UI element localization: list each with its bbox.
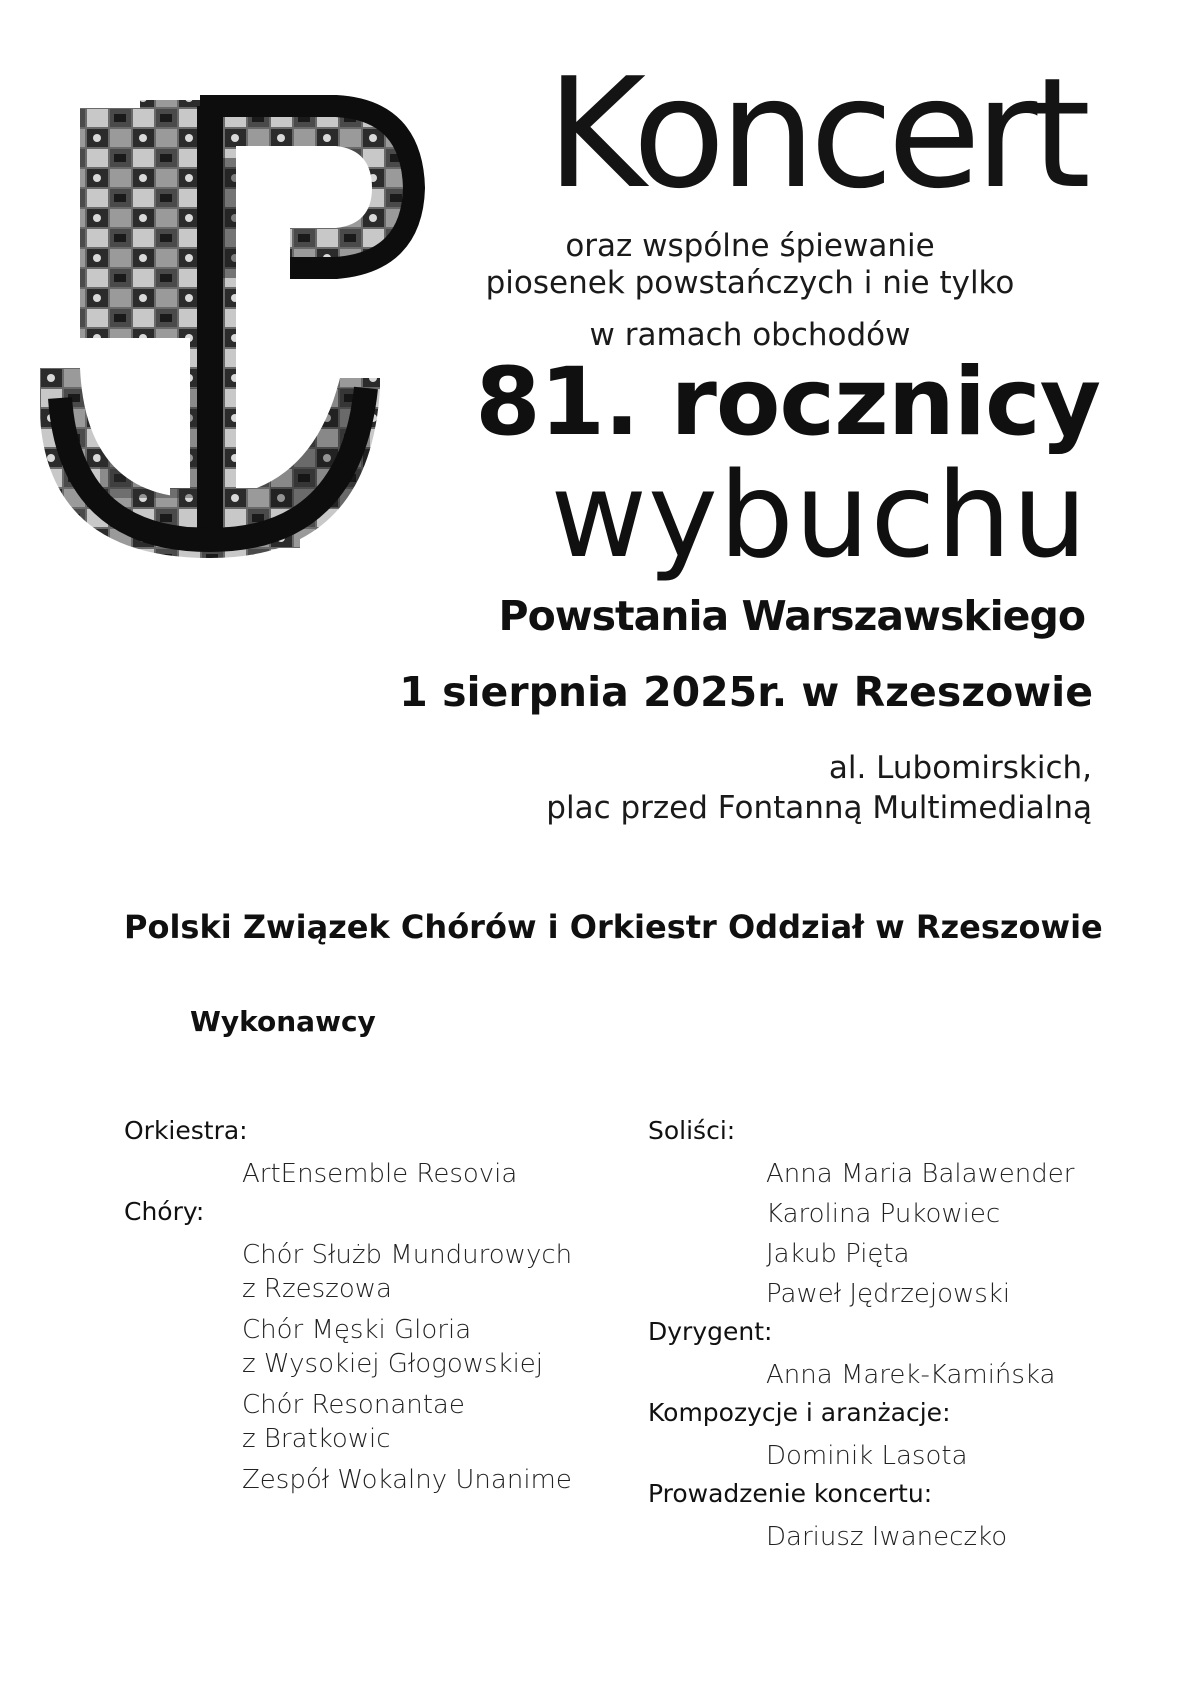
- names-list: [766, 1157, 1128, 1311]
- location-line-1: al. Lubomirskich,: [828, 750, 1092, 786]
- names-list: [242, 1238, 604, 1497]
- choir-item: [242, 1388, 604, 1456]
- role-label: Orkiestra:: [124, 1116, 248, 1145]
- choir-name: Chór Służb Mundurowych: [242, 1240, 573, 1270]
- location-line-2: plac przed Fontanną Multimedialną: [546, 790, 1092, 826]
- subtitle-line-2: piosenek powstańczych i nie tylko: [485, 265, 1015, 301]
- anniversary-number: 81. rocznicy: [475, 348, 1100, 457]
- subtitle-line-1: oraz wspólne śpiewanie: [565, 228, 935, 264]
- credit-group-arrangements: [648, 1400, 1128, 1473]
- choir-place: z Rzeszowa: [242, 1274, 392, 1304]
- performer-name: Jakub Pięta: [766, 1239, 910, 1269]
- concert-title: Koncert: [546, 45, 1085, 222]
- choir-item: [242, 1238, 604, 1306]
- kotwica-photo-collage-icon: [40, 88, 440, 608]
- choir-item: [242, 1463, 604, 1497]
- performer-name: Anna Maria Balawender: [766, 1159, 1075, 1189]
- choir-item: [242, 1313, 604, 1381]
- role-label: Kompozycje i aranżacje:: [648, 1398, 951, 1427]
- performer-name: Dariusz Iwaneczko: [766, 1522, 1008, 1552]
- performer-name: Paweł Jędrzejowski: [766, 1279, 1011, 1309]
- organizer: Polski Związek Chórów i Orkiestr Oddział w Rzeszowie: [124, 908, 1103, 946]
- role-label: Dyrygent:: [648, 1317, 773, 1346]
- credit-group-host: [648, 1481, 1128, 1554]
- performer-name: Anna Marek-Kamińska: [766, 1360, 1056, 1390]
- names-list: [766, 1439, 1128, 1473]
- credit-group-choirs: [124, 1199, 604, 1497]
- names-list: [766, 1520, 1128, 1554]
- performer-name: Karolina Pukowiec: [766, 1199, 1001, 1229]
- anniversary-outbreak: wybuchu: [550, 446, 1088, 584]
- role-label: Chóry:: [124, 1197, 205, 1226]
- event-date: 1 sierpnia 2025r. w Rzeszowie: [399, 668, 1093, 716]
- choir-place: z Wysokiej Głogowskiej: [242, 1349, 544, 1379]
- role-label: Soliści:: [648, 1116, 736, 1145]
- role-label: Prowadzenie koncertu:: [648, 1479, 933, 1508]
- names-list: [242, 1157, 604, 1191]
- event-location: [546, 748, 1092, 828]
- left-credits-column: [124, 1118, 604, 1504]
- subtitle-line-3: w ramach obchodów: [589, 317, 911, 353]
- uprising-name: Powstania Warszawskiego: [498, 592, 1085, 640]
- choir-name: Chór Męski Gloria: [242, 1315, 472, 1345]
- right-credits-column: [648, 1118, 1128, 1560]
- performer-name: ArtEnsemble Resovia: [242, 1159, 518, 1189]
- choir-name: Zespół Wokalny Unanime: [242, 1465, 572, 1495]
- credit-group-soloists: [648, 1118, 1128, 1311]
- performers-heading: Wykonawcy: [190, 1005, 376, 1038]
- credit-group-conductor: [648, 1319, 1128, 1392]
- choir-name: Chór Resonantae: [242, 1390, 465, 1420]
- credit-group-orchestra: [124, 1118, 604, 1191]
- names-list: [766, 1358, 1128, 1392]
- choir-place: z Bratkowic: [242, 1424, 391, 1454]
- performer-name: Dominik Lasota: [766, 1441, 968, 1471]
